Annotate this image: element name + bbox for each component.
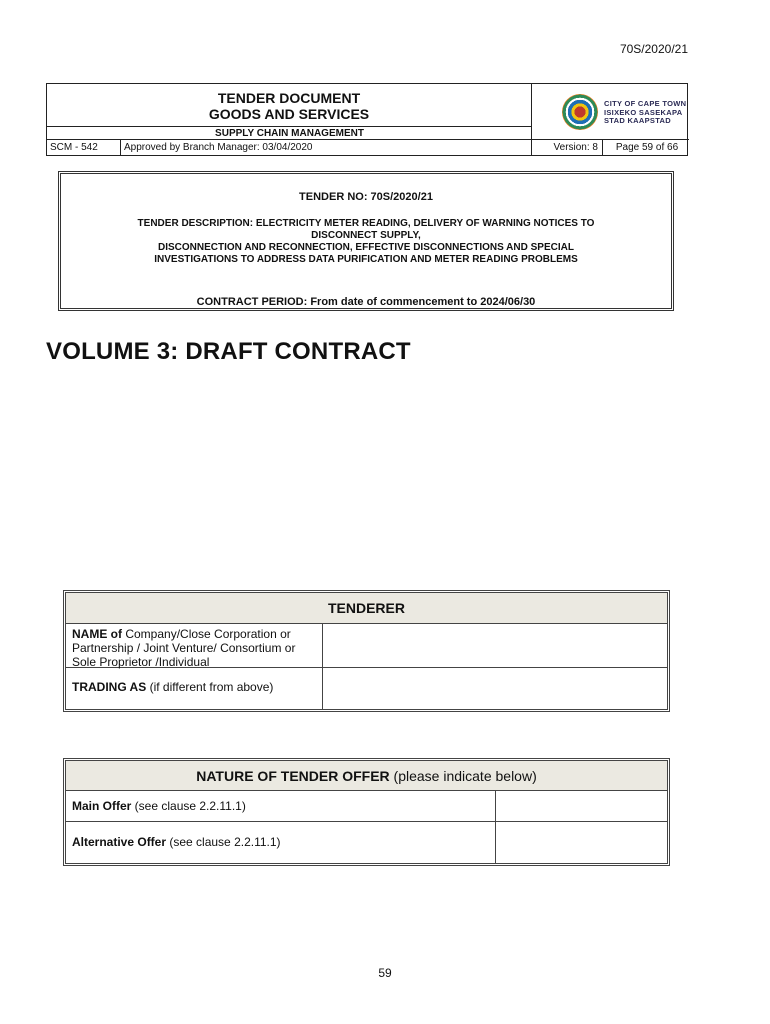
trading-label-bold: TRADING AS <box>72 680 147 694</box>
city-emblem-icon <box>562 94 598 130</box>
page-of-text: Page 59 of 66 <box>615 142 679 153</box>
tenderer-name-row <box>66 624 667 668</box>
tenderer-table <box>63 590 670 712</box>
main-offer-rest: (see clause 2.2.11.1) <box>131 799 246 813</box>
name-label-rest: Company/Close Corporation or Partnership / Joint Venture/ Consortium or Sole Proprietor /Individual <box>72 627 296 669</box>
alternative-offer-label <box>66 822 496 863</box>
tender-description-line2: DISCONNECT SUPPLY, <box>311 230 421 241</box>
name-label-bold: NAME of <box>72 627 122 641</box>
main-offer-field[interactable] <box>496 791 667 821</box>
offer-heading-bold: NATURE OF TENDER OFFER <box>196 768 390 784</box>
offer-heading <box>66 761 667 791</box>
logo-line1: CITY OF CAPE TOWN <box>604 99 687 108</box>
document-reference: 70S/2020/21 <box>619 42 688 56</box>
scm-code: SCM - 542 <box>47 140 121 156</box>
alt-offer-bold: Alternative Offer <box>72 835 167 849</box>
logo-line2: ISIXEKO SASEKAPA <box>604 107 683 117</box>
trading-label-rest: (if different from above) <box>146 680 274 694</box>
header-title-cell <box>47 84 532 140</box>
tender-description-line4: INVESTIGATIONS TO ADDRESS DATA PURIFICATION AND METER READING PROBLEMS <box>154 254 578 265</box>
alternative-offer-row <box>66 822 667 863</box>
logo-line3: STAD KAAPSTAD <box>604 116 671 125</box>
tender-description <box>61 218 671 266</box>
main-offer-bold: Main Offer <box>72 799 132 813</box>
offer-table <box>63 758 670 866</box>
volume-title: VOLUME 3: DRAFT CONTRACT <box>46 338 411 365</box>
tender-description-line1: TENDER DESCRIPTION: ELECTRICITY METER READING, DELIVERY OF WARNING NOTICES TO <box>137 218 595 229</box>
alt-offer-rest: (see clause 2.2.11.1) <box>166 835 281 849</box>
tenderer-trading-field[interactable] <box>323 668 667 709</box>
tenderer-name-field[interactable] <box>323 624 667 667</box>
header-title-line1: TENDER DOCUMENT <box>217 90 361 106</box>
header-meta-row <box>47 140 687 156</box>
header-subtitle: SUPPLY CHAIN MANAGEMENT <box>47 126 532 140</box>
tender-info-box <box>58 171 674 311</box>
alternative-offer-field[interactable] <box>496 822 667 863</box>
tenderer-name-label <box>66 624 323 667</box>
city-logo <box>532 84 689 140</box>
header-title-line2: GOODS AND SERVICES <box>208 106 370 122</box>
version-text: Version: 8 <box>532 140 603 156</box>
offer-heading-rest: (please indicate below) <box>389 768 537 784</box>
tender-number: TENDER NO: 70S/2020/21 <box>299 191 433 203</box>
tenderer-trading-label <box>66 668 323 709</box>
tender-description-line3: DISCONNECTION AND RECONNECTION, EFFECTIVE DISCONNECTIONS AND SPECIAL <box>158 242 574 253</box>
document-header-table <box>46 83 688 156</box>
tenderer-heading: TENDERER <box>66 593 667 624</box>
city-logo-text <box>604 100 686 126</box>
approval-text: Approved by Branch Manager: 03/04/2020 <box>121 140 532 156</box>
main-offer-row <box>66 791 667 822</box>
page-number: 59 <box>378 966 392 980</box>
main-offer-label <box>66 791 496 821</box>
contract-period: CONTRACT PERIOD: From date of commencement to 2024/06/30 <box>196 296 536 308</box>
tenderer-trading-row <box>66 668 667 709</box>
